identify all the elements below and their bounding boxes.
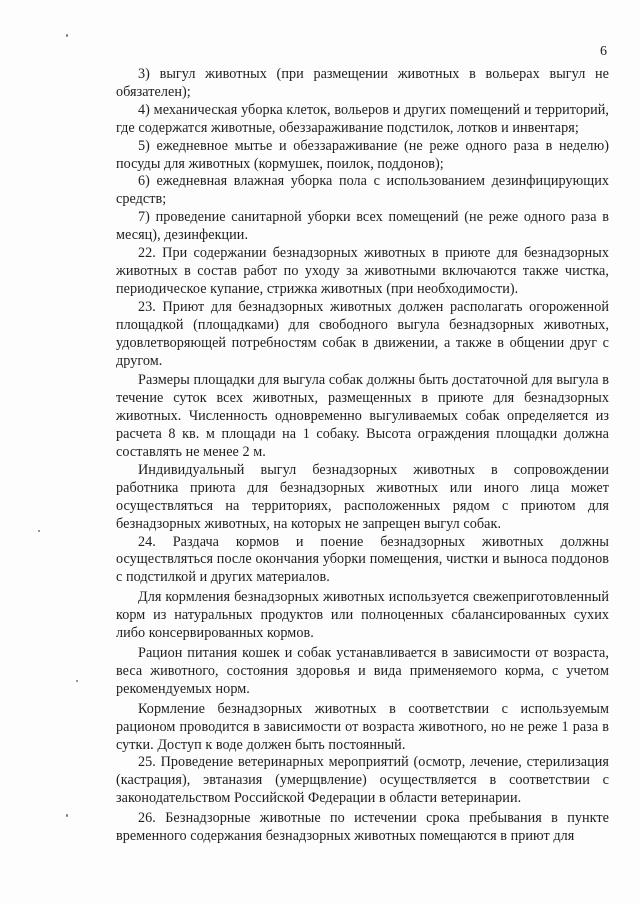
scan-speck — [66, 814, 68, 817]
paragraph-walking: 3) выгул животных (при размещении животных в вольерах выгул не обязателен); — [116, 66, 609, 100]
paragraph-sanitary-cleaning: 7) проведение санитарной уборки всех помещений (не реже одного раза в месяц), дезинфекции. — [116, 209, 609, 244]
paragraph-individual-walk: Индивидуальный выгул безнадзорных животных в сопровождении работника приюта для безнадзорных животных или иного лица может осуществляться на территориях, расположенных рядом с приютом для безнадзорных животных, на которых не запрещен выгул собак. — [116, 461, 609, 532]
paragraph-wet-cleaning: 6) ежедневная влажная уборка пола с использованием дезинфицирующих средств; — [116, 173, 609, 208]
document-body — [116, 66, 609, 846]
paragraph-mechanical-cleaning: 4) механическая уборка клеток, вольеров и других помещений и территорий, где содержатся животные, обеззараживание подстилок, лотков и инвентаря; — [116, 101, 609, 136]
paragraph-diet: Рацион питания кошек и собак устанавливается в зависимости от возраста, веса животного, состояния здоровья и вида применяемого корма, с учетом рекомендуемых норм. — [116, 645, 609, 697]
paragraph-feed-type: Для кормления безнадзорных животных используется свежеприготовленный корм из натуральных продуктов или полноценных сбалансированных сухих либо консервированных кормов. — [116, 589, 609, 642]
page-number: 6 — [600, 44, 607, 59]
paragraph-24: 24. Раздача кормов и поение безнадзорных животных должны осуществляться после окончания уборки помещения, чистки и выноса поддонов с подстилкой и других материалов. — [116, 533, 609, 586]
paragraph-26: 26. Безнадзорные животные по истечении срока пребывания в пункте временного содержания безнадзорных животных помещаются в приют для — [116, 810, 609, 845]
paragraph-25: 25. Проведение ветеринарных мероприятий (осмотр, лечение, стерилизация (кастрация), эвтаназия (умерщвление) осуществляется в соответствии с законодательством Российской Федерации в области ветеринарии. — [116, 754, 609, 807]
scan-speck — [76, 680, 78, 682]
scan-speck — [38, 530, 40, 532]
paragraph-yard-size: Размеры площадки для выгула собак должны быть достаточной для выгула в течение суток всех животных, размещенных в приюте для безнадзорных животных. Численность одновременно выгуливаемых собак определяется из расчета 8 кв. м площади на 1 собаку. Высота ограждения площадки должна составлять не менее 2 м. — [116, 372, 609, 461]
paragraph-feeding-frequency: Кормление безнадзорных животных в соответствии с используемым рационом проводится в зависимости от возраста животного, но не реже 1 раза в сутки. Доступ к воде должен быть постоянный. — [116, 700, 609, 753]
scan-speck — [66, 34, 68, 37]
paragraph-22: 22. При содержании безнадзорных животных в приюте для безнадзорных животных в состав работ по уходу за животными включаются также чистка, периодическое купание, стрижка животных (при необходимости). — [116, 245, 609, 297]
paragraph-23: 23. Приют для безнадзорных животных должен располагать огороженной площадкой (площадками) для свободного выгула безнадзорных животных, удовлетворяющей потребностям собак в движении, а также в общении друг с другом. — [116, 298, 609, 369]
paragraph-dish-washing: 5) ежедневное мытье и обеззараживание (не реже одного раза в неделю) посуды для животных (кормушек, поилок, поддонов); — [116, 137, 609, 172]
